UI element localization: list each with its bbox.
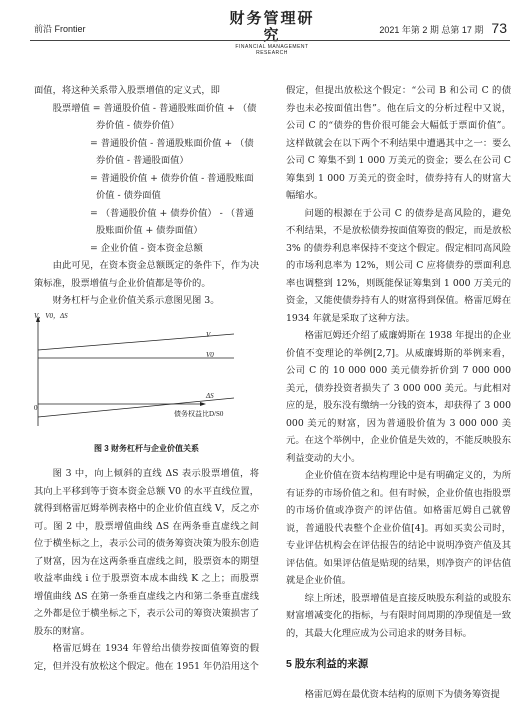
line-v <box>38 334 234 350</box>
left-column <box>34 82 259 675</box>
logo-subtitle: FINANCIAL MANAGEMENT RESEARCH <box>226 44 318 56</box>
x-axis-label: 债务权益比D/S0 <box>174 406 223 424</box>
paragraph: 财务杠杆与企业价值关系示意图见图 3。 <box>34 292 259 310</box>
y-axis-label: V，V0，ΔS <box>34 308 68 326</box>
label-v: V <box>206 327 210 345</box>
paragraph: 格雷厄姆在最优资本结构的原则下为债务筹资提 <box>286 686 511 703</box>
logo-title: 财务管理研究 <box>226 10 318 44</box>
journal-logo <box>226 10 318 36</box>
paragraph: 假定，但提出放松这个假定：“公司 B 和公司 C 的债券也未必按面值出售”。他在后文的分析过程中又说，公司 C 的“债券的售价很可能会大幅低于票面价值”。这样做就会在以下两个不利结果中遭遇其中之一：要么公司 C 筹集不到 1 000 万美元的资金；要么在公司 C 筹集到 1 000 万美元的资金时，债券持有人的财富大幅缩水。 <box>286 82 511 205</box>
figure-3 <box>34 312 259 430</box>
equation-line: 券价值 - 普通股面值） <box>34 152 259 170</box>
equation-line: = 普通股价值 - 普通股账面价值 + （债 <box>34 135 259 153</box>
section-heading: 5 股东利益的来源 <box>286 656 511 674</box>
page-number: 73 <box>491 20 507 36</box>
paragraph: 综上所述，股票增值是直接反映股东利益的或股东财富增减变化的指标，与有限时间周期的净现值是一致的，其最大化理应成为公司追求的财务目标。 <box>286 590 511 643</box>
issue-info <box>379 20 507 36</box>
equation-line: = 企业价值 - 资本资金总额 <box>34 240 259 258</box>
paragraph: 企业价值在资本结构理论中是有明确定义的，为所有证券的市场价值之和。但有时候，企业价值也指股票的市场价值或净资产的评估值。如格雷厄姆自己就曾说，普通股代表整个企业价值[4]。再如买卖公司时，专业评估机构会在评估报告的结论中说明净资产值及其评估值。如果评估值是贴现的结果，则净资产的评估值就是企业价值。 <box>286 467 511 590</box>
label-v0: V0 <box>206 347 214 365</box>
label-delta-s: ΔS <box>206 388 214 406</box>
origin-label: 0 <box>34 400 38 418</box>
equation-line: = 普通股价值 + 债券价值 - 普通股账面 <box>34 170 259 188</box>
paragraph: 面值，将这种关系带入股票增值的定义式，即 <box>34 82 259 100</box>
paragraph: 问题的根源在于公司 C 的债券是高风险的，避免不利结果，不是放松债券按面值筹资的假定，而是放松 3% 的债券利息率保持不变这个假定。假定相同高风险的市场利息率为 12%，则公司 C 应将债券的票面利息率也调整到 12%，则既能保证筹集到 1 000 万美元的资金，又能使债券持有人的财富得到保值。格雷厄姆在 1934 年就是采取了这种方法。 <box>286 205 511 328</box>
paragraph: 图 3 中，向上倾斜的直线 ΔS 表示股票增值，将其向上平移到等于资本资金总额 V0 的水平直线位置，就得到格雷厄姆举例表格中的企业价值直线 V，反之亦可。图 2 中，股票增值曲线 ΔS 在两条垂直虚线之间位于横坐标之上，表示公司的债务筹资决策为股东创造了财富，因为在这两条垂直虚线之间，股票资本的期望收益率曲线 i 位于股票资本成本曲线 K 之上；而股票增值曲线 ΔS 在第一条垂直虚线之内和第二条垂直虚线之外都是位于横坐标之下，表示公司的筹资决策损害了股东的财富。 <box>34 465 259 640</box>
right-column <box>286 82 511 703</box>
paragraph: 由此可见，在资本资金总额既定的条件下，作为决策标准，股票增值与企业价值都是等价的。 <box>34 257 259 292</box>
equation-line: 价值 - 债券面值 <box>34 187 259 205</box>
section-label: 前沿 Frontier <box>34 22 86 35</box>
figure-3-diagram <box>34 312 259 430</box>
issue-label: 2021 年第 2 期 总第 17 期 <box>379 25 483 35</box>
figure-caption: 图 3 财务杠杆与企业价值关系 <box>34 440 259 458</box>
page-header <box>0 0 529 44</box>
paragraph: 格雷厄姆还介绍了威廉姆斯在 1938 年提出的企业价值不变理论的举例[2,7]。从威廉姆斯的举例来看，公司 C 的 10 000 000 美元债券折价到 7 000 000 美元，债券投资者损失了 3 000 000 美元。与此相对应的是，股东没有缴纳一分钱的资本，却获得了 3 000 000 美元的财富，因为普通股价值为 3 000 000 美元。在这个举例中，企业价值是失效的，不能反映股东利益变动的大小。 <box>286 327 511 467</box>
paragraph: 格雷厄姆在 1934 年曾给出债券按面值筹资的假定，但并没有放松这个假定。他在 1951 年仍沿用这个 <box>34 640 259 675</box>
equation-line: 券价值 - 债券价值） <box>34 117 259 135</box>
equation-line: = （普通股价值 + 债券价值） - （普通 <box>34 205 259 223</box>
equation-line: 股账面价值 + 债券面值） <box>34 222 259 240</box>
equation-line: 股票增值 = 普通股价值 - 普通股账面价值 + （债 <box>34 100 259 118</box>
header-rule <box>30 40 510 41</box>
